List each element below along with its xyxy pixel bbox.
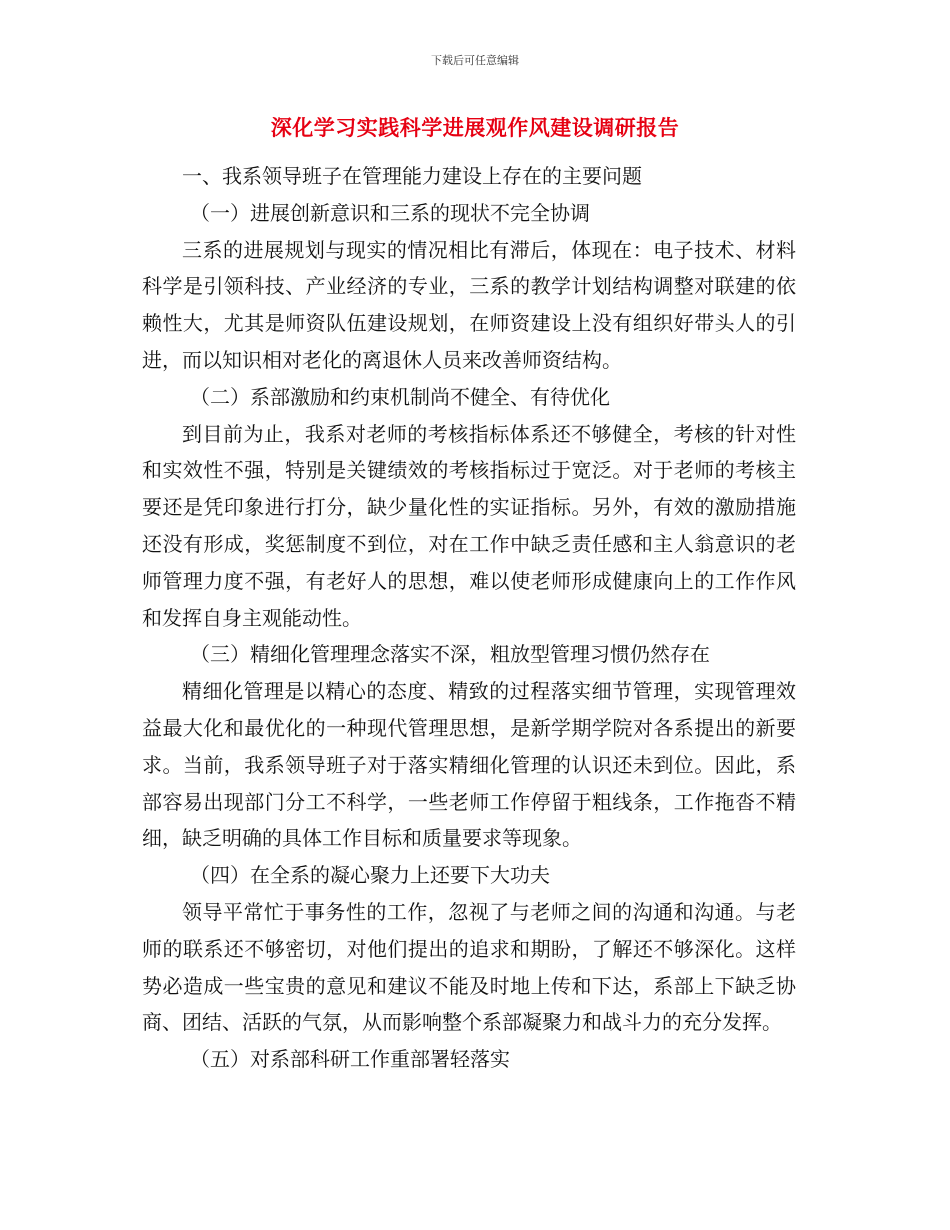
body-paragraph: 三系的进展规划与现实的情况相比有滞后，体现在：电子技术、材料科学是引领科技、产业经济的专业，三系的教学计划结构调整对联建的依赖性大，尤其是师资队伍建设规划，在师资建设上没有组织好带头人的引进，而以知识相对老化的离退休人员来改善师资结构。 bbox=[142, 237, 796, 372]
section-heading: 一、我系领导班子在管理能力建设上存在的主要问题 bbox=[182, 164, 642, 188]
subsection-heading: （一）进展创新意识和三系的现状不完全协调 bbox=[190, 200, 590, 225]
body-paragraph: 精细化管理是以精心的态度、精致的过程落实细节管理，实现管理效益最大化和最优化的一种现代管理思想，是新学期学院对各系提出的新要求。当前，我系领导班子对于落实精细化管理的认识还未到位。因此，系部容易出现部门分工不科学，一些老师工作停留于粗线条，工作拖沓不精细，缺乏明确的具体工作目标和质量要求等现象。 bbox=[142, 679, 796, 851]
document-title: 深化学习实践科学进展观作风建设调研报告 bbox=[270, 115, 680, 140]
header-note: 下载后可任意编辑 bbox=[431, 54, 519, 67]
body-paragraph: 领导平常忙于事务性的工作，忽视了与老师之间的沟通和沟通。与老师的联系还不够密切，对他们提出的追求和期盼，了解还不够深化。这样势必造成一些宝贵的意见和建议不能及时地上传和下达，系部上下缺乏协商、团结、活跃的气氛，从而影响整个系部凝聚力和战斗力的充分发挥。 bbox=[142, 899, 796, 1035]
subsection-heading: （二）系部激励和约束机制尚不健全、有待优化 bbox=[190, 384, 610, 409]
document-body bbox=[142, 158, 796, 1078]
subsection-heading: （五）对系部科研工作重部署轻落实 bbox=[190, 1047, 510, 1072]
subsection-heading: （四）在全系的凝心聚力上还要下大功夫 bbox=[190, 863, 550, 888]
subsection-heading: （三）精细化管理理念落实不深，粗放型管理习惯仍然存在 bbox=[190, 642, 710, 667]
body-paragraph: 到目前为止，我系对老师的考核指标体系还不够健全，考核的针对性和实效性不强，特别是关键绩效的考核指标过于宽泛。对于老师的考核主要还是凭印象进行打分，缺少量化性的实证指标。另外，有效的激励措施还没有形成，奖惩制度不到位，对在工作中缺乏责任感和主人翁意识的老师管理力度不强，有老好人的思想，难以使老师形成健康向上的工作作风和发挥自身主观能动性。 bbox=[142, 421, 796, 630]
